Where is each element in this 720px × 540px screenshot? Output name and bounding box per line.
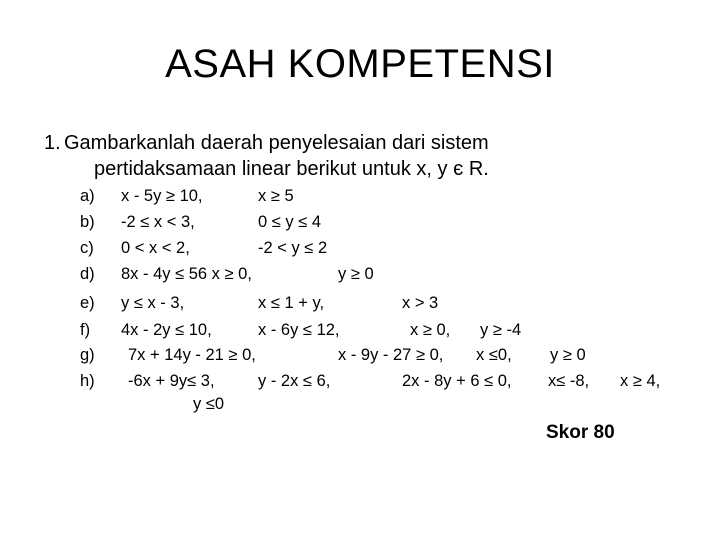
- item-part: 0 ≤ y ≤ 4: [258, 213, 322, 231]
- item-part: x ≤ 1 + y,: [258, 294, 325, 312]
- problem-item-c: [0, 235, 720, 261]
- problem-item-h-continuation: [0, 391, 720, 417]
- item-part: x ≥ 0,: [410, 321, 451, 339]
- item-part: -6x + 9y≤ 3,: [128, 372, 215, 390]
- item-part: x ≥ 4,: [620, 372, 661, 390]
- item-part: -2 ≤ x < 3,: [121, 213, 195, 231]
- problem-item-d: [0, 261, 720, 287]
- item-label: b): [80, 213, 95, 231]
- item-part: x ≤0,: [476, 346, 512, 364]
- item-part: x - 9y - 27 ≥ 0,: [338, 346, 444, 364]
- item-label: c): [80, 239, 94, 257]
- item-part: 7x + 14y - 21 ≥ 0,: [128, 346, 256, 364]
- score-label: Skor 80: [546, 422, 615, 443]
- item-label: a): [80, 187, 95, 205]
- item-part: x - 5y ≥ 10,: [121, 187, 203, 205]
- item-part: y ≥ -4: [480, 321, 522, 339]
- problem-item-b: [0, 209, 720, 235]
- item-label: e): [80, 294, 95, 312]
- item-part: y ≤ x - 3,: [121, 294, 185, 312]
- item-part: y - 2x ≤ 6,: [258, 372, 331, 390]
- item-label: f): [80, 321, 91, 339]
- item-part: 4x - 2y ≤ 10,: [121, 321, 212, 339]
- problem-item-f: [0, 317, 720, 343]
- item-part: 8x - 4y ≤ 56 x ≥ 0,: [121, 265, 252, 283]
- question-number: 1.: [44, 132, 61, 154]
- item-label: h): [80, 372, 95, 390]
- item-part: x ≥ 5: [258, 187, 294, 205]
- problem-item-e: [0, 290, 720, 316]
- item-part: y ≥ 0: [338, 265, 374, 283]
- item-part: -2 < y ≤ 2: [258, 239, 328, 257]
- item-label: g): [80, 346, 95, 364]
- item-part: y ≤0: [193, 395, 225, 413]
- intro-line-1: Gambarkanlah daerah penyelesaian dari sistem: [64, 132, 489, 154]
- item-part: y ≥ 0: [550, 346, 586, 364]
- item-part: x > 3: [402, 294, 439, 312]
- item-label: d): [80, 265, 95, 283]
- intro-line-2: pertidaksamaan linear berikut untuk x, y є R.: [94, 158, 489, 180]
- item-part: 2x - 8y + 6 ≤ 0,: [402, 372, 512, 390]
- item-part: x≤ -8,: [548, 372, 590, 390]
- slide-title: ASAH KOMPETENSI: [165, 42, 555, 86]
- item-part: 0 < x < 2,: [121, 239, 190, 257]
- problem-item-g: [0, 342, 720, 368]
- item-part: x - 6y ≤ 12,: [258, 321, 340, 339]
- problem-item-a: [0, 183, 720, 209]
